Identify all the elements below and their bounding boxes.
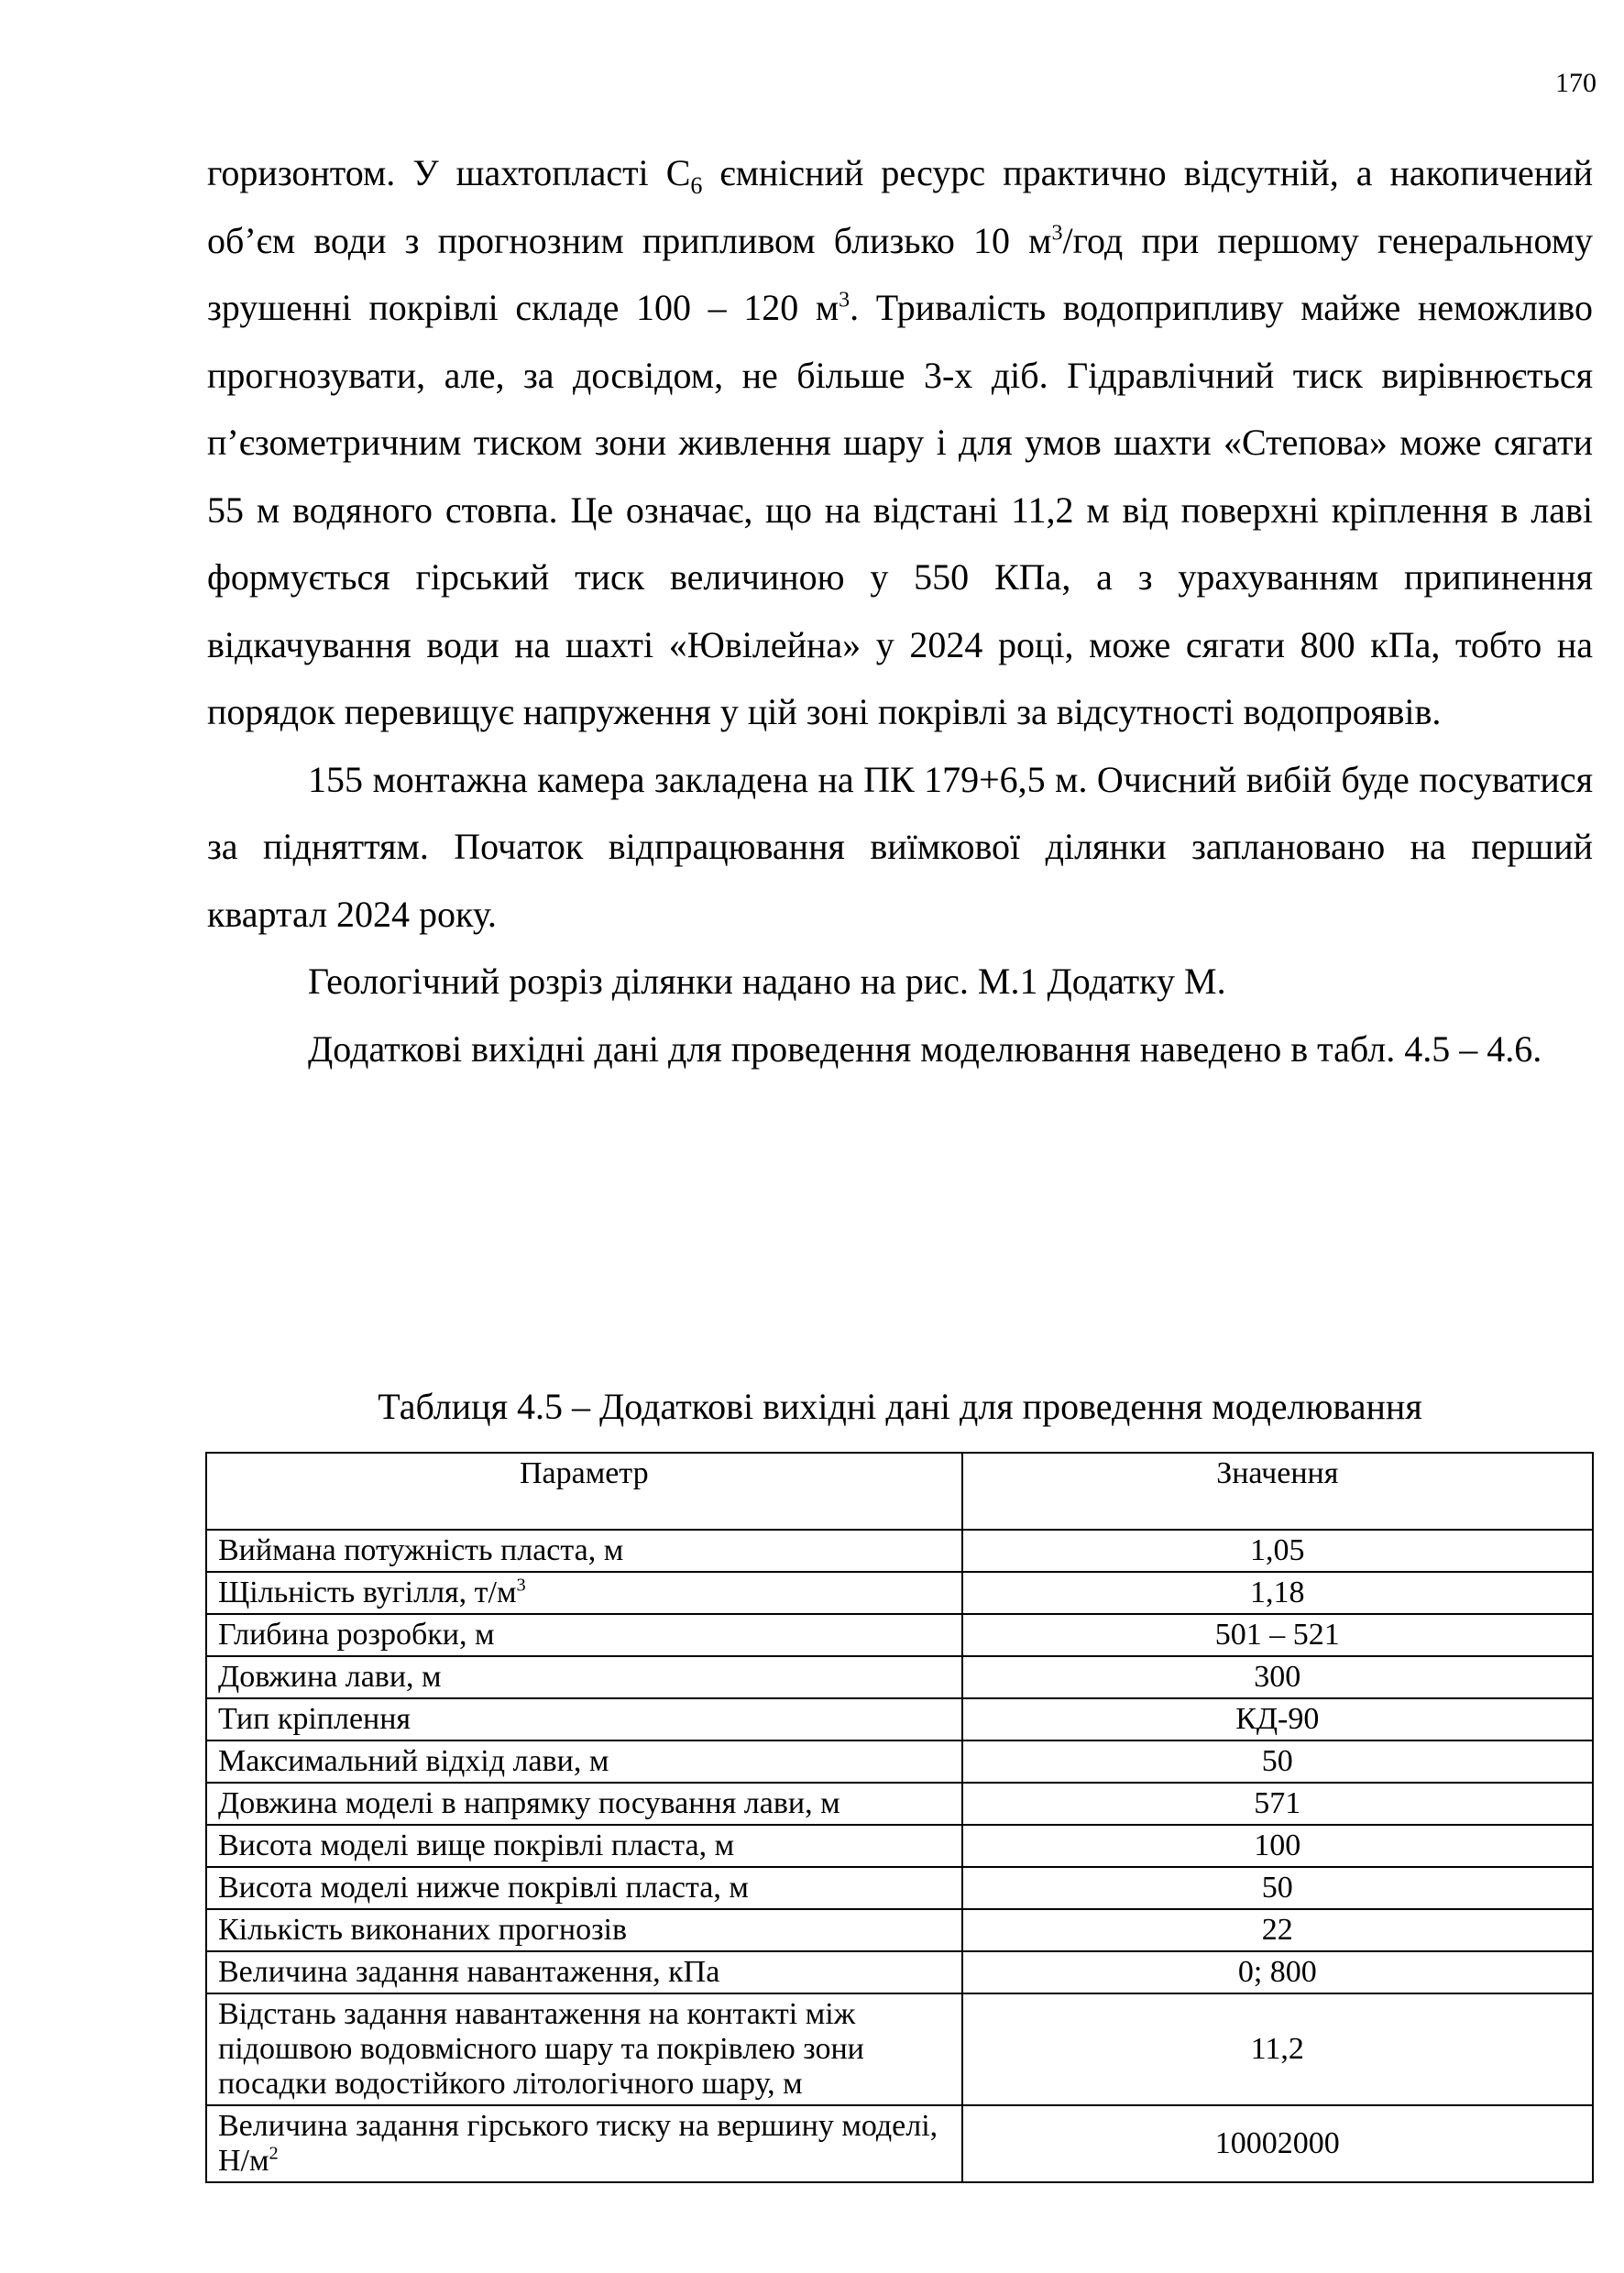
value-cell: 1,18: [962, 1572, 1593, 1614]
text-span: . Тривалість водоприпливу майже неможливо прогнозувати, але, за досвідом, не більше 3-х діб. Гідравлічний тиск вирівнюється п’єзометричним тиском зони живлення шару і для умов шахти «Степова» може сягати 55 м водяного стовпа. Це означає, що на відстані 11,2 м від поверхні кріплення в лаві формується гірський тиск величиною у 550 КПа, а з урахуванням припинення відкачування води на шахті «Ювілейна» у 2024 році, може сягати 800 кПа, тобто на порядок перевищує напруження у цій зоні покрівлі за відсутності водопроявів.: [207, 287, 1593, 732]
paragraph-3: Геологічний розріз ділянки надано на рис. М.1 Додатку М.: [308, 961, 1226, 1002]
text-span: /год при першому генеральному зрушенні покрівлі складе 100 – 120 м: [207, 219, 1594, 328]
parameter-text: Кількість виконаних прогнозів: [218, 1913, 628, 1947]
table-body: [206, 1530, 1593, 2182]
table-row: [206, 1783, 1593, 1825]
column-header-parameter: Параметр: [206, 1453, 962, 1530]
paragraph-4: Додаткові вихідні дані для проведення моделювання наведено в табл. 4.5 – 4.6.: [308, 1027, 1542, 1070]
table-row: [206, 1951, 1593, 1993]
parameter-cell: [206, 2105, 962, 2182]
parameter-text: Максимальний відхід лави, м: [218, 1744, 609, 1778]
text-span: ємнісний ресурс практично відсутній, а накопичений об’єм води з прогнозним припливом близько 10 м: [207, 152, 1593, 261]
parameter-text: Висота моделі нижче покрівлі пласта, м: [218, 1871, 749, 1905]
value-cell: КД-90: [962, 1698, 1593, 1740]
parameter-cell: [206, 1909, 962, 1951]
value-cell: 10002000: [962, 2105, 1593, 2182]
parameter-cell: [206, 1572, 962, 1614]
superscript: 3: [1051, 221, 1063, 246]
parameter-cell: [206, 1867, 962, 1909]
body-text: [207, 139, 1593, 1082]
parameter-text: Тип кріплення: [218, 1702, 411, 1736]
table-row: [206, 1572, 1593, 1614]
value-cell: 1,05: [962, 1530, 1593, 1572]
subscript: 6: [690, 172, 703, 199]
value-cell: 22: [962, 1909, 1593, 1951]
unit-superscript: 3: [516, 1575, 526, 1596]
parameter-text: Глибина розробки, м: [218, 1618, 495, 1652]
paragraph-2: 155 монтажна камера закладена на ПК 179+6,5 м. Очисний вибій буде посуватися за підняттям. Початок відпрацювання виїмкової ділянки заплановано на перший квартал 2024 року.: [207, 758, 1593, 935]
parameter-cell: [206, 1614, 962, 1656]
table-row: [206, 1825, 1593, 1867]
table-row: [206, 1614, 1593, 1656]
value-cell: 50: [962, 1740, 1593, 1783]
table-row: [206, 1909, 1593, 1951]
parameter-text: Висота моделі вище покрівлі пласта, м: [218, 1828, 735, 1862]
table-row: [206, 1530, 1593, 1572]
parameter-cell: [206, 1951, 962, 1993]
value-cell: 50: [962, 1867, 1593, 1909]
value-cell: 300: [962, 1656, 1593, 1698]
value-cell: 11,2: [962, 1993, 1593, 2105]
table-row: [206, 1867, 1593, 1909]
text-span: горизонтом. У шахтопласті С: [207, 152, 691, 193]
table-row: [206, 2105, 1593, 2182]
parameter-text: Відстань задання навантаження на контакті між підошвою водовмісного шару та покрівлею зони посадки водостійкого літологічного шару, м: [218, 1997, 864, 2101]
parameter-cell: [206, 1993, 962, 2105]
parameter-text: Довжина лави, м: [218, 1660, 442, 1694]
table-row: [206, 1993, 1593, 2105]
value-cell: 100: [962, 1825, 1593, 1867]
table-row: [206, 1656, 1593, 1698]
page-number: 170: [1555, 68, 1597, 98]
parameters-table: [205, 1452, 1594, 2183]
parameter-cell: [206, 1530, 962, 1572]
parameter-cell: [206, 1783, 962, 1825]
parameter-text: Виймана потужність пласта, м: [218, 1533, 624, 1567]
paragraph-1: [207, 139, 1593, 746]
value-cell: 501 – 521: [962, 1614, 1593, 1656]
parameter-cell: [206, 1740, 962, 1783]
parameter-cell: [206, 1825, 962, 1867]
value-cell: 0; 800: [962, 1951, 1593, 1993]
table-caption: Таблиця 4.5 – Додаткові вихідні дані для проведення моделювання: [378, 1386, 1422, 1427]
parameter-text: Величина задання гірського тиску на вершину моделі, Н/м: [218, 2109, 938, 2178]
table-row: [206, 1698, 1593, 1740]
column-header-value: Значення: [962, 1453, 1593, 1530]
parameter-text: Довжина моделі в напрямку посування лави, м: [218, 1786, 840, 1820]
table-header-row: [206, 1453, 1593, 1530]
table-row: [206, 1740, 1593, 1783]
parameter-text: Величина задання навантаження, кПа: [218, 1955, 720, 1989]
parameter-cell: [206, 1656, 962, 1698]
parameter-cell: [206, 1698, 962, 1740]
parameter-text: Щільність вугілля, т/м: [218, 1576, 517, 1609]
value-cell: 571: [962, 1783, 1593, 1825]
superscript: 3: [839, 288, 850, 313]
unit-superscript: 2: [269, 2143, 279, 2164]
